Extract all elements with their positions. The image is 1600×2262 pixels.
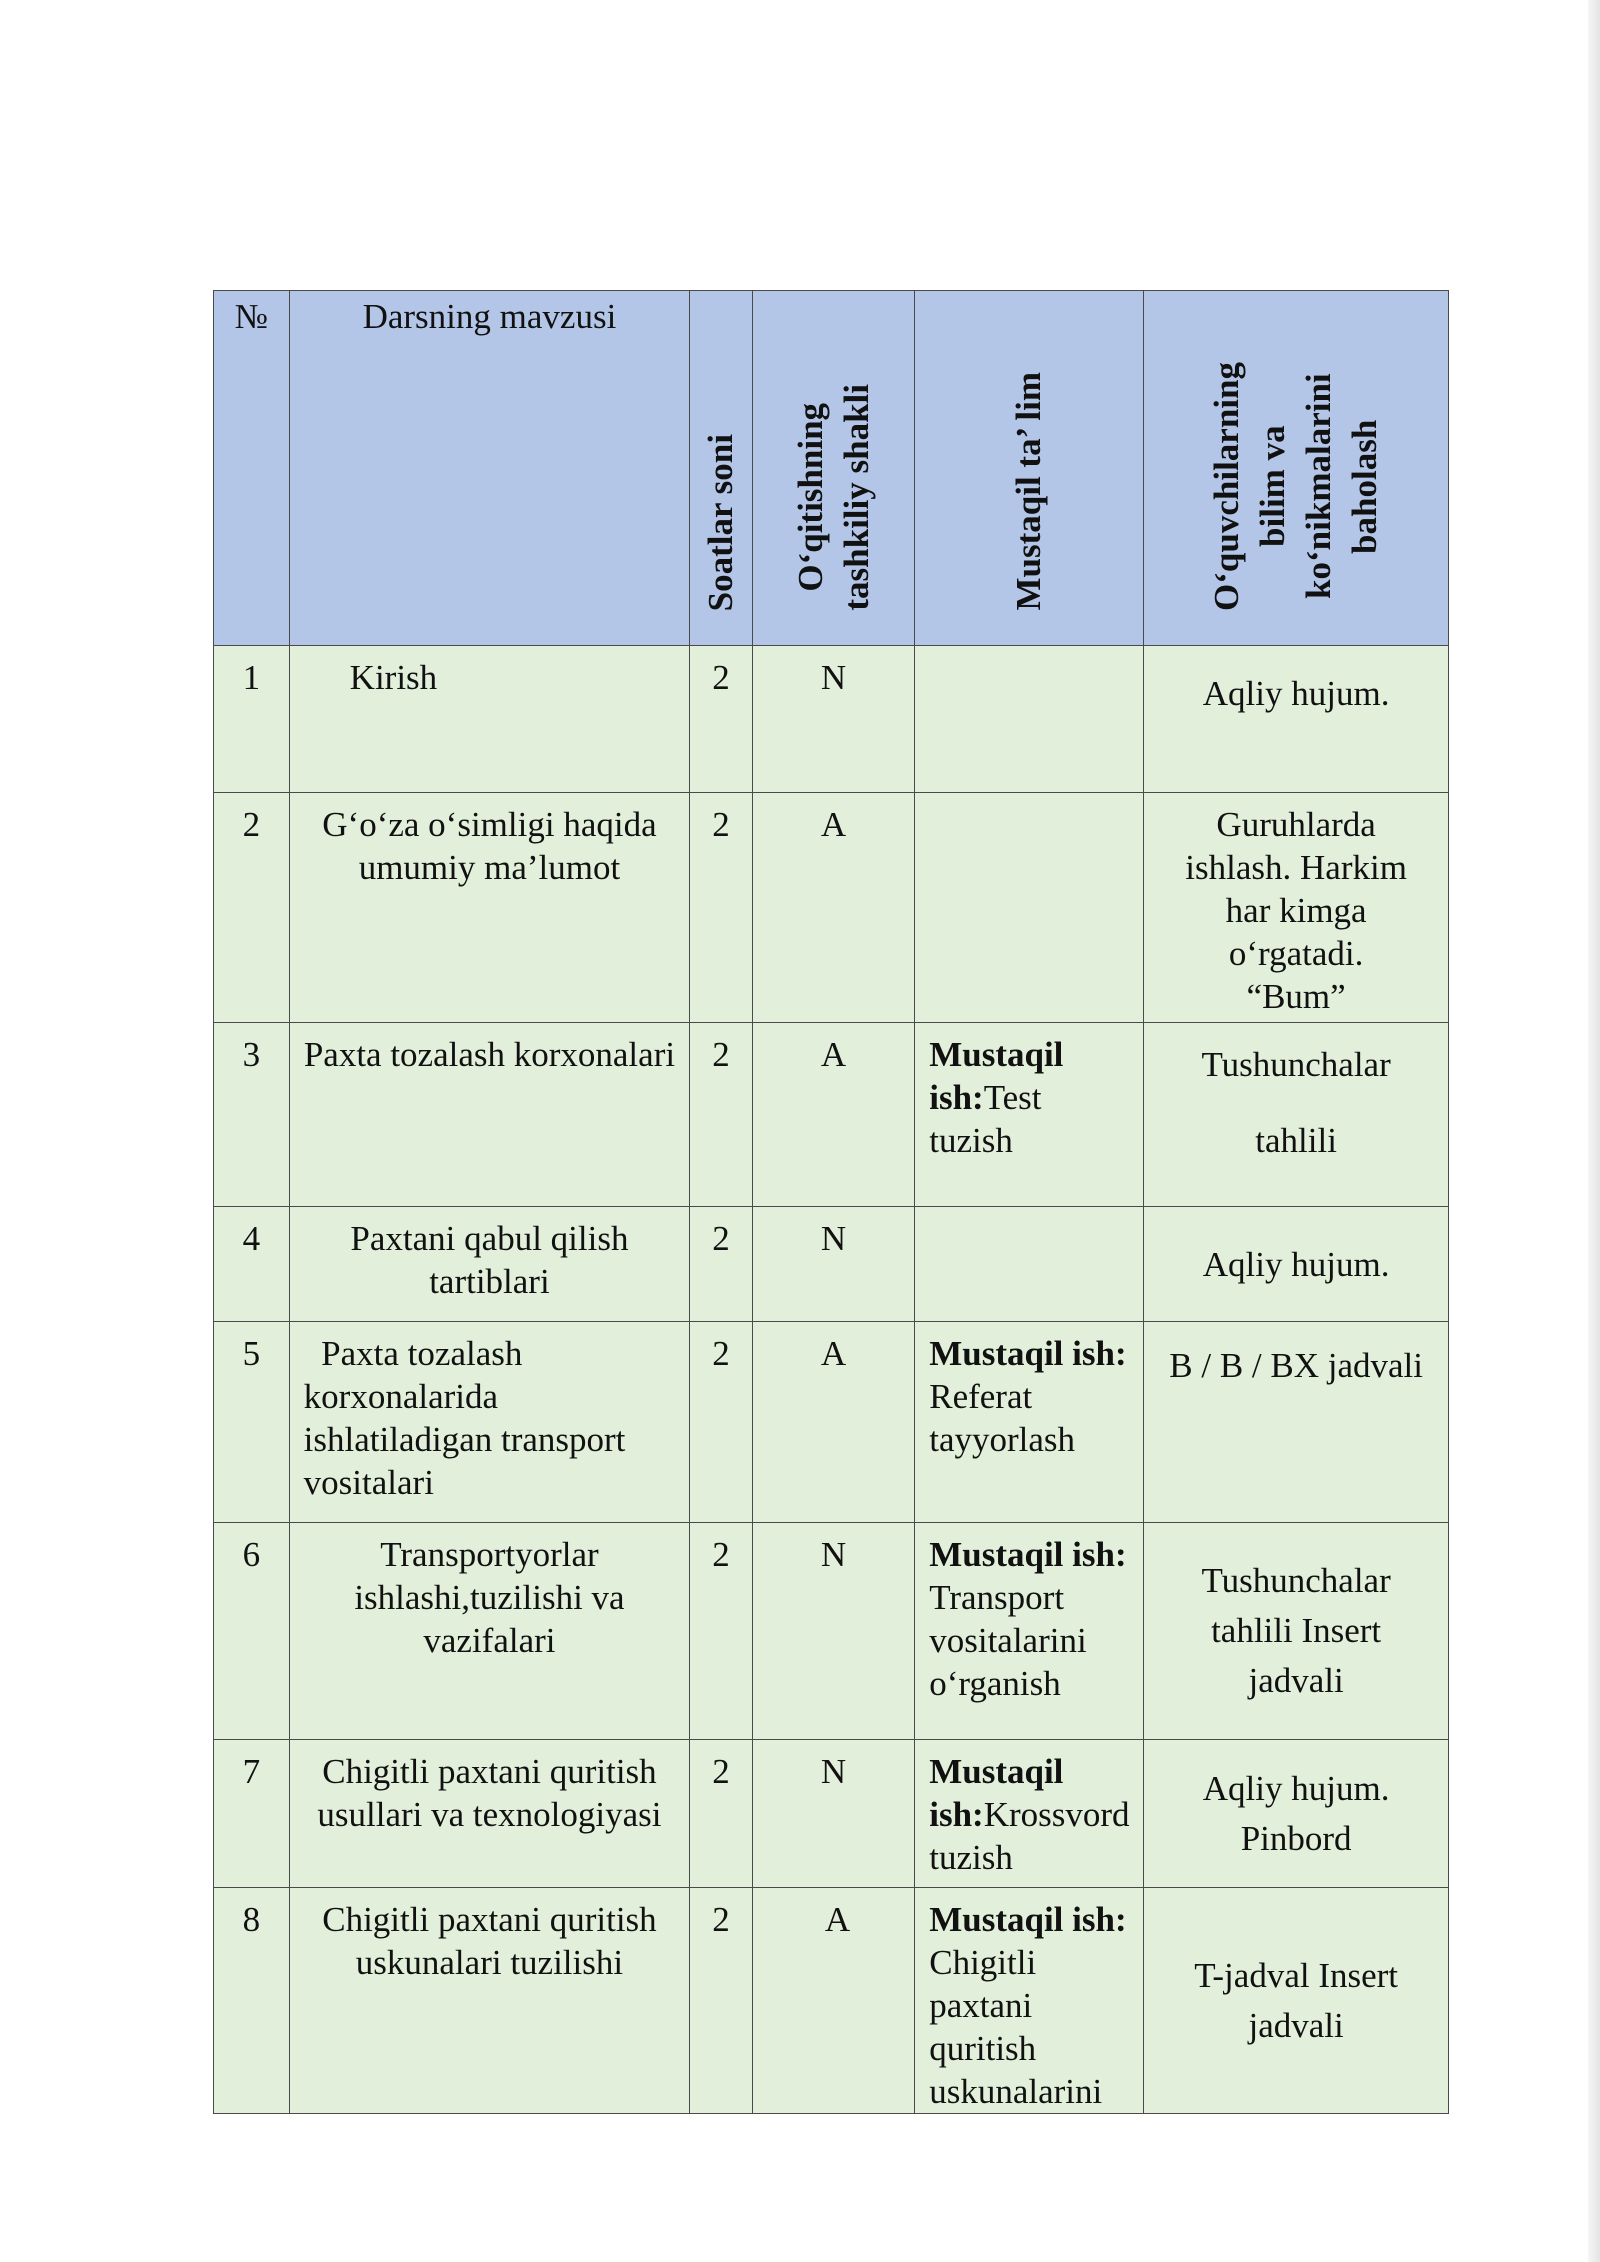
self-work-title: Mustaqil ish: [929,1535,1127,1574]
self-work-title: Mustaqil ish: [929,1752,1064,1834]
self-work-text: Referat tayyorlash [929,1377,1076,1459]
header-independent-label: Mustaqil ta’ lim [1009,372,1049,611]
row-topic: G‘o‘za o‘simligi haqida umumiy ma’lumot [289,793,690,1023]
row-hours: 2 [690,1023,753,1207]
row-topic: Kirish [289,646,690,793]
header-assessment-label: O‘quvchilarning bilim va ko‘nikmalarini baholash [1207,362,1385,611]
row-topic: Paxtani qabul qilish tartiblari [289,1207,690,1322]
row-form: N [752,1740,914,1888]
row-topic: Paxta tozalash korxonalari [289,1023,690,1207]
table-row [214,1207,1449,1322]
row-independent-work [915,646,1144,793]
row-assessment: B / B / BX jadvali [1144,1322,1449,1523]
row-assessment: Aqliy hujum. [1144,1207,1449,1322]
row-form: A [752,1888,914,2114]
table-row [214,646,1449,793]
row-independent-work [915,1740,1144,1888]
row-topic: Transportyorlar ishlashi,tuzilishi va vazifalari [289,1523,690,1740]
header-hours [690,291,753,646]
row-topic: Chigitli paxtani quritish uskunalari tuzilishi [289,1888,690,2114]
row-independent-work [915,793,1144,1023]
row-hours: 2 [690,1322,753,1523]
self-work-text: Chigitli paxtani quritish uskunalarini [929,1943,1103,2111]
header-independent [915,291,1144,646]
table-row [214,1523,1449,1740]
row-assessment: Guruhlarda ishlash. Harkim har kimga o‘rgatadi. “Bum” [1144,793,1449,1023]
self-work-text: Krossvord tuzish [929,1795,1130,1877]
table-header-row [214,291,1449,646]
header-number: № [214,291,290,646]
row-form: A [752,1322,914,1523]
row-number: 3 [214,1023,290,1207]
row-hours: 2 [690,1888,753,2114]
row-hours: 2 [690,646,753,793]
self-work-title: Mustaqil ish: [929,1900,1127,1939]
header-hours-label: Soatlar soni [701,433,740,611]
table-row [214,1888,1449,2114]
lesson-plan-table [213,290,1449,2114]
self-work-text: Transport vositalarini o‘rganish [929,1578,1087,1703]
self-work-title: Mustaqil ish: [929,1035,1064,1117]
row-number: 4 [214,1207,290,1322]
row-topic: Chigitli paxtani quritish usullari va texnologiyasi [289,1740,690,1888]
row-independent-work [915,1023,1144,1207]
row-hours: 2 [690,1207,753,1322]
row-independent-work [915,1888,1144,2114]
row-hours: 2 [690,793,753,1023]
row-independent-work [915,1322,1144,1523]
row-hours: 2 [690,1523,753,1740]
page-edge-shadow [1588,0,1600,2262]
row-number: 2 [214,793,290,1023]
header-assessment [1144,291,1449,646]
header-form-label: O‘qitishning tashkiliy shakli [790,384,876,611]
row-assessment: Aqliy hujum. [1144,646,1449,793]
table-row [214,793,1449,1023]
row-form: N [752,1523,914,1740]
row-hours: 2 [690,1740,753,1888]
self-work-text: Test tuzish [929,1078,1042,1160]
row-number: 5 [214,1322,290,1523]
row-number: 7 [214,1740,290,1888]
row-number: 6 [214,1523,290,1740]
row-form: N [752,1207,914,1322]
table-row [214,1023,1449,1207]
table-row [214,1740,1449,1888]
self-work-title: Mustaqil ish: [929,1334,1127,1373]
row-assessment: Aqliy hujum. Pinbord [1144,1740,1449,1888]
row-number: 1 [214,646,290,793]
row-topic: Paxta tozalash korxonalarida ishlatiladigan transport vositalari [289,1322,690,1523]
row-assessment: Tushunchalar tahlili Insert jadvali [1144,1523,1449,1740]
header-topic: Darsning mavzusi [289,291,690,646]
row-form: A [752,1023,914,1207]
row-assessment: Tushunchalar tahlili [1144,1023,1449,1207]
row-independent-work [915,1207,1144,1322]
row-form: A [752,793,914,1023]
row-form: N [752,646,914,793]
header-form [752,291,914,646]
table-row [214,1322,1449,1523]
row-number: 8 [214,1888,290,2114]
row-independent-work [915,1523,1144,1740]
row-assessment: T-jadval Insert jadvali [1144,1888,1449,2114]
